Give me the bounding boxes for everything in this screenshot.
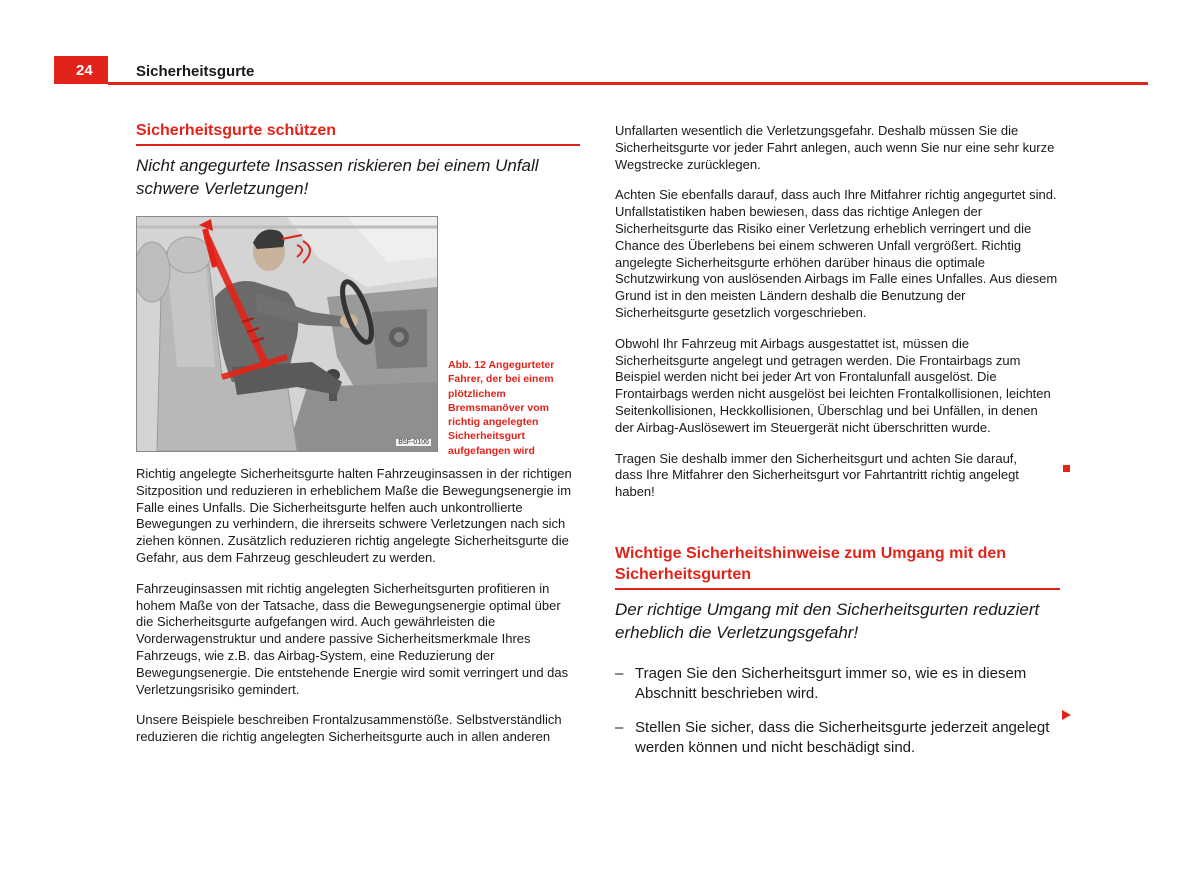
list-item [615,718,1060,758]
chapter-title: Sicherheitsgurte [136,63,255,80]
instruction-list [615,664,1060,758]
figure-block [136,216,580,457]
caption-label: Abb. 12 [448,359,486,371]
list-dash: – [615,718,624,736]
section-end-square-icon [1063,465,1070,472]
section-intro: Nicht angegurtete Insassen riskieren bei einem Unfall schwere Verletzungen! [136,156,539,198]
paragraph: Richtig angelegte Sicherheitsgurte halten Fahrzeuginsassen in der richtigen Sitzposition und reduzieren in erheblichem Maße die Bewegungsenergie im Falle eines Unfalls. Die Sicherheitsgurte helfen auch unkontrollierte Bewegungen zu verhindern, die ihrerseits schwere Verletzungen nach sich ziehen können. Zusätzlich reduzieren richtig angelegte Sicherheitsgurte die Gefahr, aus dem Fahrzeug geschleudert zu werden. [136,466,572,565]
page-number: 24 [54,56,108,84]
paragraph: Fahrzeuginsassen mit richtig angelegten Sicherheitsgurten profitieren in hohem Maße von der Tatsache, dass die Bewegungsenergie optimal über die Sicherheitsgurte aufgefangen wird. Auch gewährleisten die Vorderwagenstruktur und andere passive Sicherheitsmerkmale Ihres Fahrzeugs, wie z.B. das Airbag-System, eine Reduzierung der Bewegungsenergie. Die entstehende Energie wird somit verringert und das Verletzungsrisiko gemindert. [136,580,569,697]
list-item-text: Stellen Sie sicher, dass die Sicherheitsgurte jederzeit angelegt werden können und nicht beschädigt sind. [635,718,1050,756]
list-item-text: Tragen Sie den Sicherheitsgurt immer so, wie es in diesem Abschnitt beschrieben wird. [635,664,1027,702]
caption-text: Angegurteter Fahrer, der bei einem plötzlichem Bremsmanöver vom richtig angelegten Sicherheitsgurt aufgefangen wird [448,359,555,457]
list-dash: – [615,664,624,682]
paragraph: Unfallarten wesentlich die Verletzungsgefahr. Deshalb müssen Sie die Sicherheitsgurte vor jeder Fahrt anlegen, auch wenn Sie nur eine sehr kurze Wegstrecke zurücklegen. [615,123,1055,172]
paragraph: Obwohl Ihr Fahrzeug mit Airbags ausgestattet ist, müssen die Sicherheitsgurte angelegt und getragen werden. Die Frontairbags zum Beispiel werden nicht bei jeder Art von Frontalunfall ausgelöst. Die Frontairbags werden nicht ausgelöst bei leichten Frontalkollisionen, leichten Seitenkollisionen, Heckkollisionen, Überschlag und bei Unfällen, in denen der Airbag-Auslösewert im Steuergerät nicht überschritten wurde. [615,335,1051,435]
continue-arrow-icon [1062,710,1071,720]
figure-code: B5F-0106 [398,439,429,446]
figure-illustration [136,216,438,452]
paragraph: Unsere Beispiele beschreiben Frontalzusammenstöße. Selbstverständlich reduzieren die richtig angelegten Sicherheitsgurte auch in allen anderen [136,712,562,745]
section-title: Wichtige Sicherheitshinweise zum Umgang mit den Sicherheitsgurten [615,543,1060,590]
right-column [615,120,1060,772]
section-title: Sicherheitsgurte schützen [136,120,580,146]
header-rule [108,82,1148,85]
paragraph: Tragen Sie deshalb immer den Sicherheitsgurt und achten Sie darauf, dass Ihre Mitfahrer den Sicherheitsgurt vor Fahrtantritt richtig angelegt haben! [615,450,1019,500]
driver-seatbelt-illustration [137,217,437,451]
figure-caption [448,358,580,458]
list-item [615,664,1060,704]
left-column [136,120,580,760]
paragraph: Achten Sie ebenfalls darauf, dass auch Ihre Mitfahrer richtig angegurtet sind. Unfallstatistiken haben bewiesen, dass das richtige Anlegen der Sicherheitsgurte das Risiko einer Verletzung erheblich verringert und die Chance des Überlebens bei einem schweren Unfall vergrößert. Richtig angelegte Sicherheitsgurte erhöhen darüber hinaus die optimale Schutzwirkung von auslösenden Airbags im Falle eines Unfalles. Aus diesem Grund ist in den meisten Ländern deshalb die Benutzung der Sicherheitsgurte gesetzlich vorgeschrieben. [615,187,1058,320]
section-intro: Der richtige Umgang mit den Sicherheitsgurten reduziert erheblich die Verletzungsgefahr! [615,599,1040,642]
